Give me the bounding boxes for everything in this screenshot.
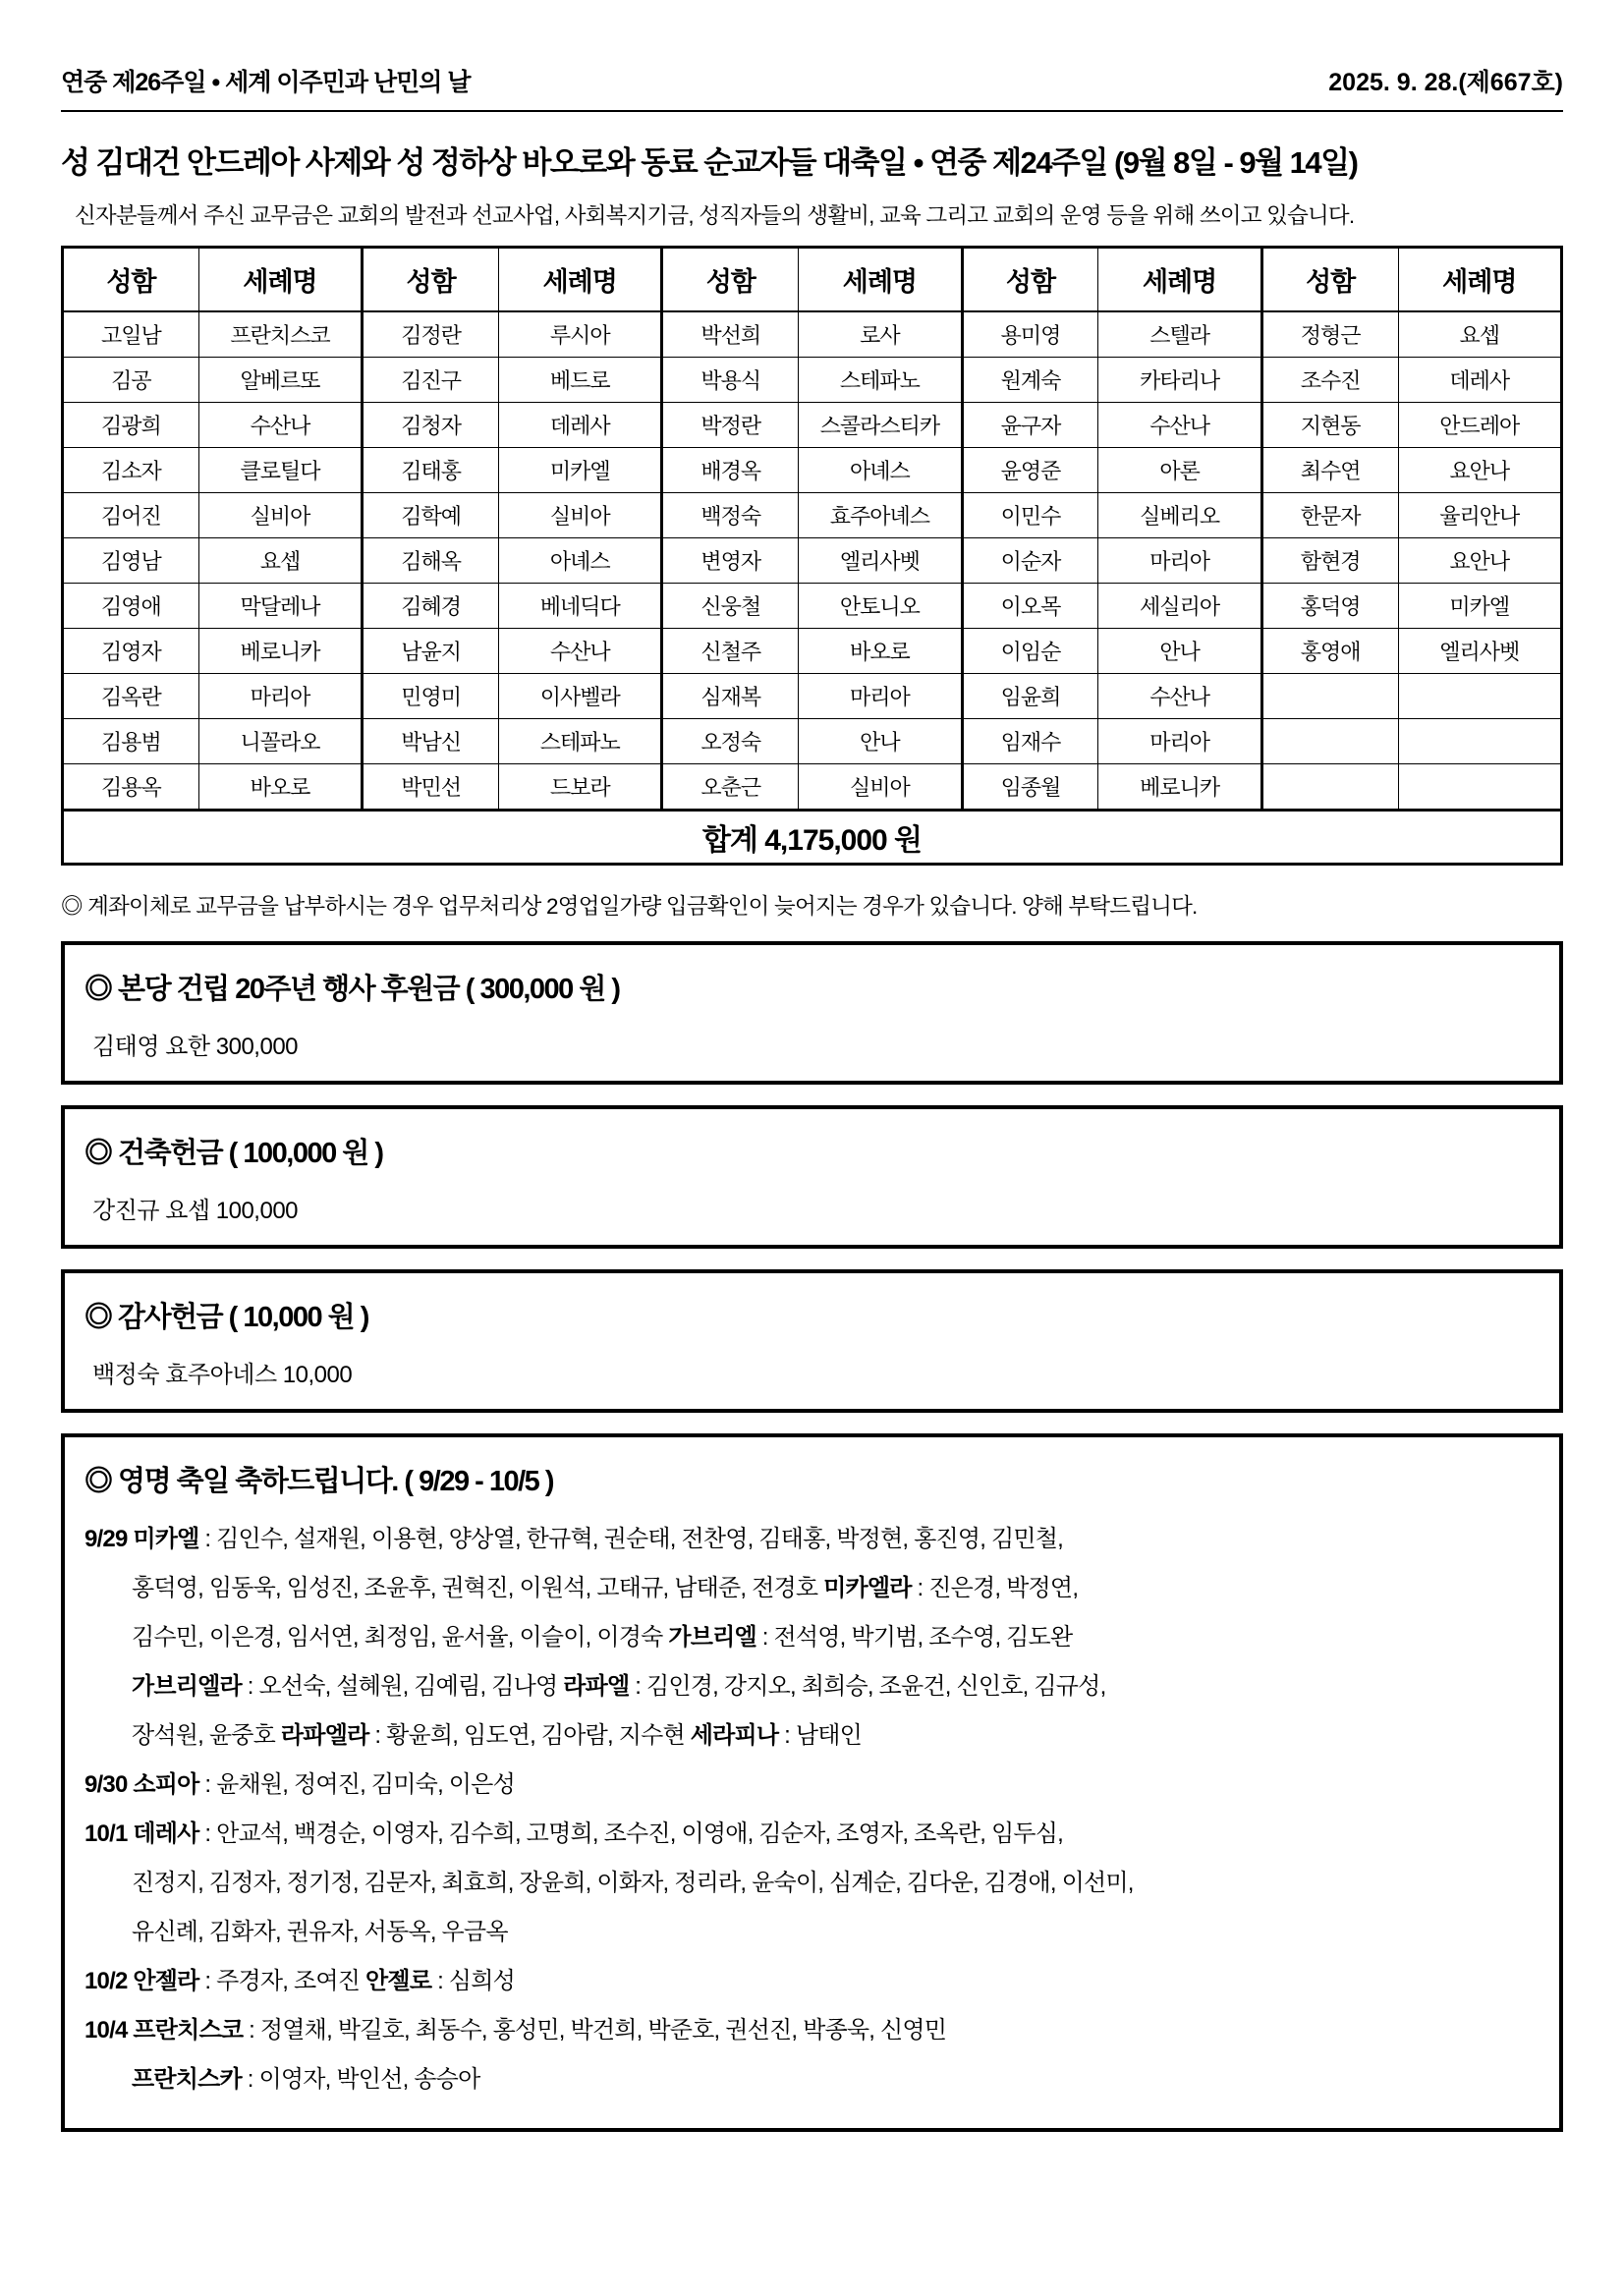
feast-line bbox=[84, 1613, 1540, 1662]
member-name-cell: 정형근 bbox=[1261, 311, 1398, 358]
intro-text: 신자분들께서 주신 교무금은 교회의 발전과 선교사업, 사회복지기금, 성직자들의 생활비, 교육 그리고 교회의 운영 등을 위해 쓰이고 있습니다. bbox=[75, 203, 1355, 228]
member-name-cell: 이오목 bbox=[962, 584, 1098, 629]
feast-name-label: 라파엘 bbox=[563, 1673, 630, 1700]
baptismal-name-cell: 데레사 bbox=[1398, 358, 1561, 403]
donation-box-thanksgiving-content: 백정숙 효주아네스 10,000 bbox=[92, 1362, 353, 1388]
feast-members-text: 진정지, 김정자, 정기정, 김문자, 최효희, 장윤희, 이화자, 정리라, 윤숙이, 심계순, 김다운, 김경애, 이선미, bbox=[132, 1870, 1134, 1896]
member-name-cell: 최수연 bbox=[1261, 448, 1398, 493]
baptismal-name-cell: 실비아 bbox=[499, 493, 662, 538]
member-name-cell: 이임순 bbox=[962, 629, 1098, 674]
baptismal-name-cell bbox=[1398, 764, 1561, 811]
feast-members-text: : 진은경, 박정연, bbox=[911, 1575, 1079, 1601]
baptismal-name-cell: 베드로 bbox=[499, 358, 662, 403]
member-name-cell: 김해옥 bbox=[363, 538, 499, 584]
feast-members-text: 장석원, 윤중호 bbox=[132, 1722, 281, 1749]
member-name-cell: 김청자 bbox=[363, 403, 499, 448]
feast-line bbox=[84, 1515, 1540, 1564]
member-name-cell: 박남신 bbox=[363, 719, 499, 764]
masthead-week-label: 연중 제26주일 • 세계 이주민과 난민의 날 bbox=[61, 69, 471, 96]
feast-name-label: 프란치스카 bbox=[132, 2066, 242, 2093]
feast-name-label: 안젤로 bbox=[365, 1968, 432, 1994]
baptismal-name-cell: 스텔라 bbox=[1098, 311, 1261, 358]
feast-members-text: : 안교석, 백경순, 이영자, 김수희, 고명희, 조수진, 이영애, 김순자, 조영자, 조옥란, 임두심, bbox=[198, 1820, 1064, 1847]
offering-table-head bbox=[63, 248, 1562, 312]
feast-day-heading: ◎ 영명 축일 축하드립니다. ( 9/29 - 10/5 ) bbox=[84, 1466, 554, 1497]
baptismal-name-cell: 실베리오 bbox=[1098, 493, 1261, 538]
member-name-cell: 김혜경 bbox=[363, 584, 499, 629]
masthead-divider bbox=[61, 110, 1563, 112]
member-name-cell: 오춘근 bbox=[662, 764, 799, 811]
member-name-cell: 이민수 bbox=[962, 493, 1098, 538]
feast-members-text: : 황윤희, 임도연, 김아람, 지수현 bbox=[368, 1722, 691, 1749]
feast-name-label: 10/2 안젤라 bbox=[84, 1968, 199, 1994]
baptismal-header-cell: 세례명 bbox=[799, 248, 962, 312]
member-name-cell: 신철주 bbox=[662, 629, 799, 674]
member-name-cell: 박정란 bbox=[662, 403, 799, 448]
baptismal-name-cell: 루시아 bbox=[499, 311, 662, 358]
donation-box-thanksgiving-heading: ◎ 감사헌금 ( 10,000 원 ) bbox=[84, 1302, 368, 1333]
baptismal-name-cell: 베로니카 bbox=[198, 629, 362, 674]
baptismal-name-cell: 효주아녜스 bbox=[799, 493, 962, 538]
member-name-cell: 이순자 bbox=[962, 538, 1098, 584]
baptismal-name-cell: 요안나 bbox=[1398, 448, 1561, 493]
feast-name-label: 10/1 데레사 bbox=[84, 1820, 199, 1847]
member-name-cell: 김정란 bbox=[363, 311, 499, 358]
masthead bbox=[61, 63, 1563, 98]
table-row bbox=[63, 719, 1562, 764]
donation-box-building bbox=[61, 1105, 1563, 1249]
baptismal-name-cell: 안드레아 bbox=[1398, 403, 1561, 448]
feast-members-text: : 심희성 bbox=[431, 1968, 515, 1994]
baptismal-name-cell: 마리아 bbox=[1098, 719, 1261, 764]
baptismal-name-cell: 니꼴라오 bbox=[198, 719, 362, 764]
baptismal-name-cell: 아녜스 bbox=[799, 448, 962, 493]
baptismal-name-cell: 베로니카 bbox=[1098, 764, 1261, 811]
feast-members-text: : 정열채, 박길호, 최동수, 홍성민, 박건희, 박준호, 권선진, 박종욱, 신영민 bbox=[243, 2017, 947, 2044]
total-row bbox=[63, 811, 1562, 865]
baptismal-name-cell bbox=[1398, 674, 1561, 719]
baptismal-name-cell: 아녜스 bbox=[499, 538, 662, 584]
baptismal-name-cell: 마리아 bbox=[198, 674, 362, 719]
baptismal-name-cell: 수산나 bbox=[499, 629, 662, 674]
feast-name-label: 10/4 프란치스코 bbox=[84, 2017, 244, 2044]
member-name-cell: 김학예 bbox=[363, 493, 499, 538]
member-name-cell: 배경옥 bbox=[662, 448, 799, 493]
feast-name-label: 세라피나 bbox=[690, 1722, 779, 1749]
baptismal-name-cell: 막달레나 bbox=[198, 584, 362, 629]
table-row bbox=[63, 311, 1562, 358]
feast-members-text: : 오선숙, 설혜원, 김예림, 김나영 bbox=[241, 1673, 564, 1700]
feast-members-text: 유신례, 김화자, 권유자, 서동옥, 우금옥 bbox=[132, 1919, 508, 1945]
member-name-cell: 박용식 bbox=[662, 358, 799, 403]
feast-line bbox=[84, 2055, 1540, 2104]
feast-name-label: 미카엘라 bbox=[823, 1575, 912, 1601]
member-name-cell: 김소자 bbox=[63, 448, 199, 493]
baptismal-name-cell: 실비아 bbox=[799, 764, 962, 811]
member-name-cell: 김영애 bbox=[63, 584, 199, 629]
feast-line bbox=[84, 1564, 1540, 1613]
baptismal-name-cell: 실비아 bbox=[198, 493, 362, 538]
member-name-cell: 박선희 bbox=[662, 311, 799, 358]
baptismal-name-cell: 마리아 bbox=[1098, 538, 1261, 584]
member-name-cell: 윤영준 bbox=[962, 448, 1098, 493]
feast-members-text: : 주경자, 조여진 bbox=[198, 1968, 366, 1994]
table-row bbox=[63, 629, 1562, 674]
baptismal-name-cell: 스테파노 bbox=[499, 719, 662, 764]
member-name-cell: 오정숙 bbox=[662, 719, 799, 764]
baptismal-name-cell: 율리안나 bbox=[1398, 493, 1561, 538]
feast-day-box bbox=[61, 1433, 1563, 2132]
table-row bbox=[63, 538, 1562, 584]
table-row bbox=[63, 448, 1562, 493]
feast-line bbox=[84, 2006, 1540, 2055]
member-name-cell: 김공 bbox=[63, 358, 199, 403]
baptismal-name-cell: 미카엘 bbox=[499, 448, 662, 493]
member-name-cell: 지현동 bbox=[1261, 403, 1398, 448]
member-name-cell: 심재복 bbox=[662, 674, 799, 719]
member-name-cell: 김태홍 bbox=[363, 448, 499, 493]
member-name-cell: 김영남 bbox=[63, 538, 199, 584]
baptismal-name-cell: 세실리아 bbox=[1098, 584, 1261, 629]
donation-box-building-heading: ◎ 건축헌금 ( 100,000 원 ) bbox=[84, 1138, 383, 1169]
offering-table-body bbox=[63, 311, 1562, 811]
feast-line bbox=[84, 1711, 1540, 1761]
feast-line bbox=[84, 1662, 1540, 1711]
member-name-cell: 백정숙 bbox=[662, 493, 799, 538]
member-name-cell: 김용옥 bbox=[63, 764, 199, 811]
member-name-cell: 홍영애 bbox=[1261, 629, 1398, 674]
baptismal-header-cell: 세례명 bbox=[1398, 248, 1561, 312]
baptismal-name-cell: 아론 bbox=[1098, 448, 1261, 493]
name-header-cell: 성함 bbox=[63, 248, 199, 312]
member-name-cell: 홍덕영 bbox=[1261, 584, 1398, 629]
baptismal-header-cell: 세례명 bbox=[198, 248, 362, 312]
baptismal-name-cell: 안나 bbox=[1098, 629, 1261, 674]
baptismal-name-cell: 요안나 bbox=[1398, 538, 1561, 584]
name-header-cell: 성함 bbox=[962, 248, 1098, 312]
baptismal-name-cell: 베네딕다 bbox=[499, 584, 662, 629]
baptismal-name-cell: 데레사 bbox=[499, 403, 662, 448]
feast-members-text: : 남태인 bbox=[778, 1722, 863, 1749]
feast-members-text: : 이영자, 박인선, 송승아 bbox=[241, 2066, 480, 2093]
feast-line bbox=[84, 1810, 1540, 1859]
member-name-cell: 김영자 bbox=[63, 629, 199, 674]
baptismal-name-cell: 미카엘 bbox=[1398, 584, 1561, 629]
baptismal-name-cell: 엘리사벳 bbox=[799, 538, 962, 584]
feast-name-label: 라파엘라 bbox=[280, 1722, 369, 1749]
feast-name-label: 9/29 미카엘 bbox=[84, 1526, 199, 1552]
name-header-cell: 성함 bbox=[1261, 248, 1398, 312]
table-row bbox=[63, 358, 1562, 403]
page-title: 성 김대건 안드레아 사제와 성 정하상 바오로와 동료 순교자들 대축일 • 연중 제24주일 (9월 8일 - 9월 14일) bbox=[61, 145, 1358, 180]
member-name-cell: 김옥란 bbox=[63, 674, 199, 719]
donation-box-thanksgiving bbox=[61, 1269, 1563, 1413]
baptismal-name-cell: 바오로 bbox=[198, 764, 362, 811]
member-name-cell: 김광희 bbox=[63, 403, 199, 448]
table-row bbox=[63, 403, 1562, 448]
name-header-cell: 성함 bbox=[662, 248, 799, 312]
baptismal-name-cell: 마리아 bbox=[799, 674, 962, 719]
baptismal-name-cell: 요셉 bbox=[198, 538, 362, 584]
offering-header-row bbox=[63, 248, 1562, 312]
member-name-cell bbox=[1261, 719, 1398, 764]
table-row bbox=[63, 674, 1562, 719]
baptismal-name-cell bbox=[1398, 719, 1561, 764]
member-name-cell: 윤구자 bbox=[962, 403, 1098, 448]
donation-box-anniversary-content: 김태영 요한 300,000 bbox=[92, 1034, 299, 1060]
feast-members-text: : 김인경, 강지오, 최희승, 조윤건, 신인호, 김규성, bbox=[629, 1673, 1106, 1700]
baptismal-name-cell: 클로틸다 bbox=[198, 448, 362, 493]
member-name-cell bbox=[1261, 674, 1398, 719]
member-name-cell: 민영미 bbox=[363, 674, 499, 719]
member-name-cell: 원계숙 bbox=[962, 358, 1098, 403]
member-name-cell: 고일남 bbox=[63, 311, 199, 358]
offering-table bbox=[61, 246, 1563, 866]
feast-name-label: 가브리엘라 bbox=[132, 1673, 242, 1700]
member-name-cell: 한문자 bbox=[1261, 493, 1398, 538]
member-name-cell bbox=[1261, 764, 1398, 811]
baptismal-name-cell: 수산나 bbox=[1098, 674, 1261, 719]
baptismal-name-cell: 수산나 bbox=[198, 403, 362, 448]
baptismal-name-cell: 프란치스코 bbox=[198, 311, 362, 358]
transfer-note: ◎ 계좌이체로 교무금을 납부하시는 경우 업무처리상 2영업일가량 입금확인이 늦어지는 경우가 있습니다. 양해 부탁드립니다. bbox=[61, 894, 1198, 919]
feast-name-label: 가브리엘 bbox=[668, 1624, 756, 1651]
table-row bbox=[63, 764, 1562, 811]
donation-box-anniversary-heading: ◎ 본당 건립 20주년 행사 후원금 ( 300,000 원 ) bbox=[84, 974, 620, 1005]
baptismal-name-cell: 바오로 bbox=[799, 629, 962, 674]
member-name-cell: 임윤희 bbox=[962, 674, 1098, 719]
member-name-cell: 신웅철 bbox=[662, 584, 799, 629]
table-row bbox=[63, 493, 1562, 538]
member-name-cell: 임재수 bbox=[962, 719, 1098, 764]
feast-members-text: 김수민, 이은경, 임서연, 최정임, 윤서율, 이슬이, 이경숙 bbox=[132, 1624, 669, 1651]
member-name-cell: 용미영 bbox=[962, 311, 1098, 358]
table-row bbox=[63, 584, 1562, 629]
feast-members-text: 홍덕영, 임동욱, 임성진, 조윤후, 권혁진, 이원석, 고태규, 남태준, 전경호 bbox=[132, 1575, 824, 1601]
baptismal-name-cell: 안토니오 bbox=[799, 584, 962, 629]
member-name-cell: 조수진 bbox=[1261, 358, 1398, 403]
feast-line bbox=[84, 1859, 1540, 1908]
baptismal-header-cell: 세례명 bbox=[499, 248, 662, 312]
baptismal-name-cell: 엘리사벳 bbox=[1398, 629, 1561, 674]
member-name-cell: 김진구 bbox=[363, 358, 499, 403]
member-name-cell: 김용범 bbox=[63, 719, 199, 764]
baptismal-header-cell: 세례명 bbox=[1098, 248, 1261, 312]
baptismal-name-cell: 스콜라스티카 bbox=[799, 403, 962, 448]
baptismal-name-cell: 이사벨라 bbox=[499, 674, 662, 719]
masthead-date-issue: 2025. 9. 28.(제667호) bbox=[1328, 69, 1563, 96]
feast-line bbox=[84, 1761, 1540, 1810]
feast-members-text: : 윤채원, 정여진, 김미숙, 이은성 bbox=[198, 1771, 515, 1798]
baptismal-name-cell: 알베르또 bbox=[198, 358, 362, 403]
feast-name-label: 9/30 소피아 bbox=[84, 1771, 199, 1798]
member-name-cell: 임종월 bbox=[962, 764, 1098, 811]
baptismal-name-cell: 로사 bbox=[799, 311, 962, 358]
total-amount: 합계 4,175,000 원 bbox=[63, 811, 1562, 865]
donation-box-building-content: 강진규 요셉 100,000 bbox=[92, 1198, 299, 1224]
member-name-cell: 변영자 bbox=[662, 538, 799, 584]
feast-members-text: : 김인수, 설재원, 이용현, 양상열, 한규혁, 권순태, 전찬영, 김태홍, 박정현, 홍진영, 김민철, bbox=[198, 1526, 1064, 1552]
name-header-cell: 성함 bbox=[363, 248, 499, 312]
feast-members-text: : 전석영, 박기범, 조수영, 김도완 bbox=[756, 1624, 1073, 1651]
baptismal-name-cell: 드보라 bbox=[499, 764, 662, 811]
baptismal-name-cell: 스테파노 bbox=[799, 358, 962, 403]
offering-table-foot bbox=[63, 811, 1562, 865]
feast-line bbox=[84, 1908, 1540, 1957]
baptismal-name-cell: 카타리나 bbox=[1098, 358, 1261, 403]
baptismal-name-cell: 요셉 bbox=[1398, 311, 1561, 358]
member-name-cell: 남윤지 bbox=[363, 629, 499, 674]
feast-line bbox=[84, 1957, 1540, 2006]
donation-box-anniversary bbox=[61, 941, 1563, 1085]
member-name-cell: 김어진 bbox=[63, 493, 199, 538]
baptismal-name-cell: 안나 bbox=[799, 719, 962, 764]
feast-day-lines bbox=[84, 1515, 1540, 2104]
member-name-cell: 함현경 bbox=[1261, 538, 1398, 584]
member-name-cell: 박민선 bbox=[363, 764, 499, 811]
baptismal-name-cell: 수산나 bbox=[1098, 403, 1261, 448]
